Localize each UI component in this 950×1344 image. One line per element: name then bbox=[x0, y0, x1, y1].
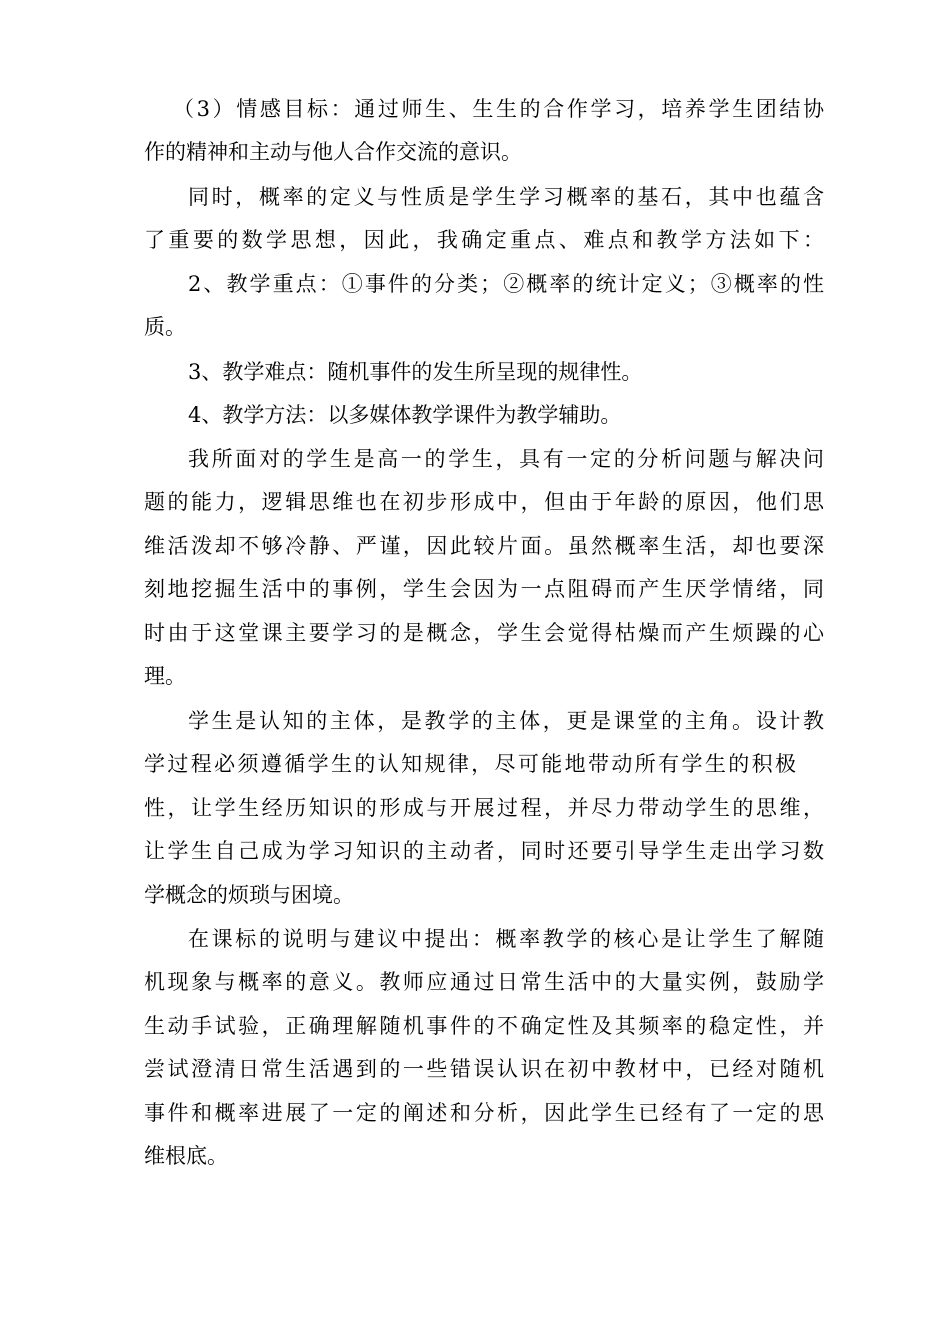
paragraph-line: 学过程必须遵循学生的认知规律，尽可能地带动所有学生的积极 bbox=[144, 752, 796, 776]
paragraph-line: 事件和概率进展了一定的阐述和分析，因此学生已经有了一定的思 bbox=[144, 1101, 824, 1125]
paragraph-line: 学概念的烦琐与困境。 bbox=[144, 883, 354, 907]
paragraph-line: 4、教学方法：以多媒体教学课件为教学辅助。 bbox=[188, 403, 622, 427]
paragraph-line: 2、教学重点：①事件的分类；②概率的统计定义；③概率的性 bbox=[188, 272, 824, 296]
paragraph-line: 3、教学难点：随机事件的发生所呈现的规律性。 bbox=[188, 360, 643, 384]
paragraph-line: 在课标的说明与建议中提出：概率教学的核心是让学生了解随 bbox=[188, 927, 824, 951]
paragraph-line: 刻地挖掘生活中的事例，学生会因为一点阻碍而产生厌学情绪，同 bbox=[144, 577, 824, 601]
paragraph-line: 维根底。 bbox=[144, 1144, 228, 1168]
paragraph-line: 性，让学生经历知识的形成与开展过程，并尽力带动学生的思维， bbox=[144, 796, 824, 820]
paragraph-line: 生动手试验，正确理解随机事件的不确定性及其频率的稳定性，并 bbox=[144, 1014, 824, 1038]
paragraph-line: 让学生自己成为学习知识的主动者，同时还要引导学生走出学习数 bbox=[144, 839, 824, 863]
paragraph-line: 学生是认知的主体，是教学的主体，更是课堂的主角。设计教 bbox=[188, 709, 824, 733]
paragraph-line: 我所面对的学生是高一的学生，具有一定的分析问题与解决问 bbox=[188, 447, 824, 471]
paragraph-line: 尝试澄清日常生活遇到的一些错误认识在初中教材中，已经对随机 bbox=[144, 1057, 824, 1081]
paragraph-line: 机现象与概率的意义。教师应通过日常生活中的大量实例，鼓励学 bbox=[144, 970, 824, 994]
paragraph-line: 理。 bbox=[144, 664, 186, 688]
paragraph-line: 时由于这堂课主要学习的是概念，学生会觉得枯燥而产生烦躁的心 bbox=[144, 621, 824, 645]
paragraph-line: （3）情感目标：通过师生、生生的合作学习，培养学生团结协 bbox=[173, 97, 824, 121]
paragraph-line: 质。 bbox=[144, 315, 186, 339]
paragraph-line: 同时，概率的定义与性质是学生学习概率的基石，其中也蕴含 bbox=[188, 185, 824, 209]
paragraph-line: 了重要的数学思想，因此，我确定重点、难点和教学方法如下： bbox=[144, 228, 824, 252]
paragraph-line: 作的精神和主动与他人合作交流的意识。 bbox=[144, 140, 522, 164]
paragraph-line: 题的能力，逻辑思维也在初步形成中，但由于年龄的原因，他们思 bbox=[144, 490, 824, 514]
paragraph-line: 维活泼却不够冷静、严谨，因此较片面。虽然概率生活，却也要深 bbox=[144, 534, 824, 558]
